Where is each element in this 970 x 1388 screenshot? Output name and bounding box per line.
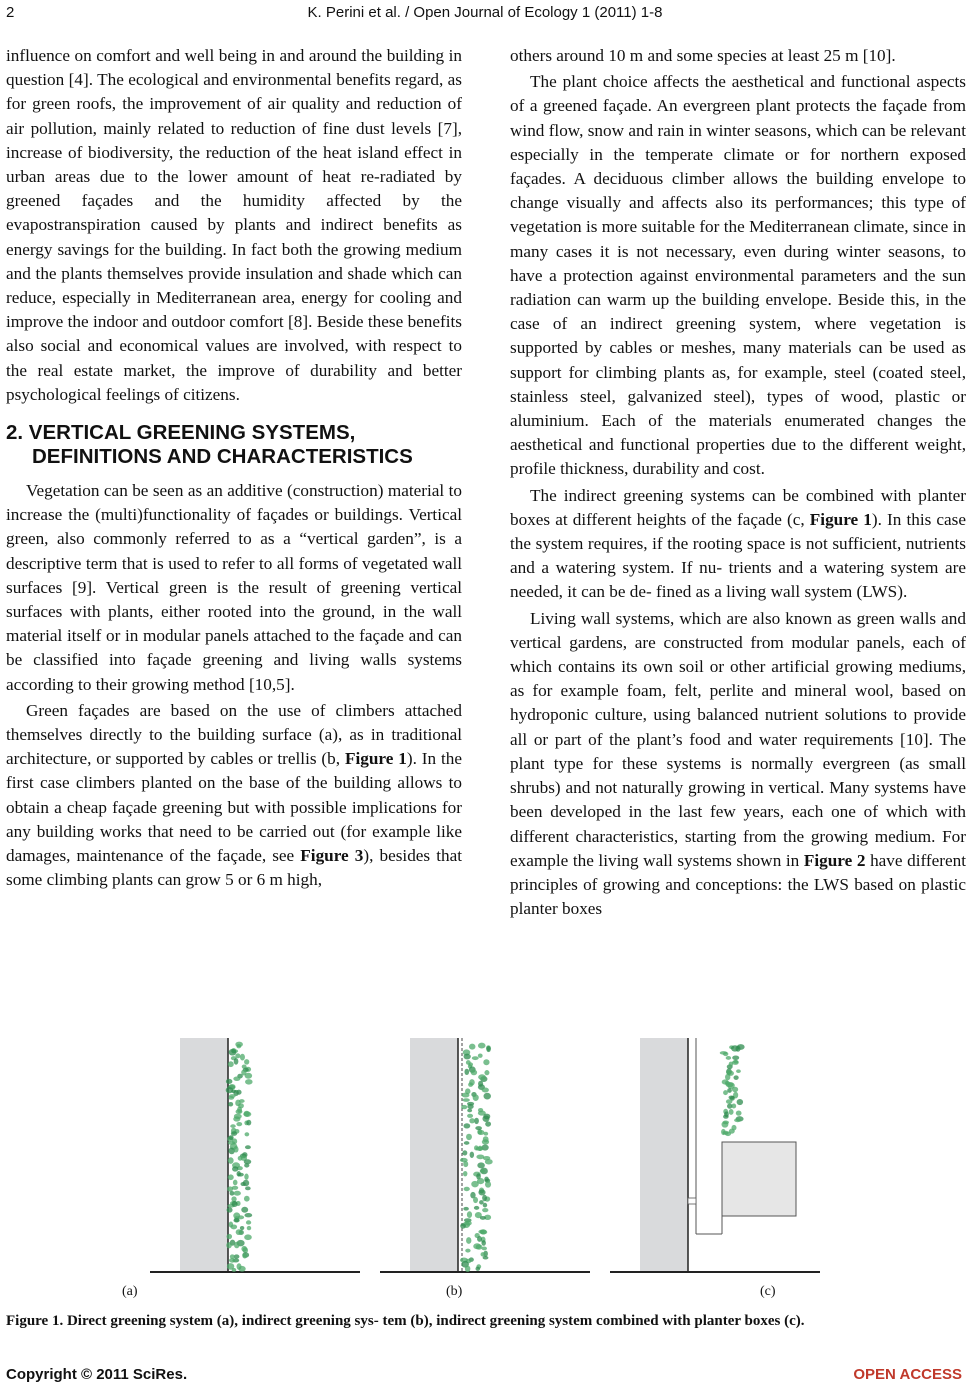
leaf: [726, 1082, 734, 1087]
leaf: [228, 1157, 234, 1164]
leaf: [245, 1132, 250, 1136]
planter-box: [722, 1142, 796, 1216]
leaf: [226, 1242, 232, 1248]
figure-1: [100, 1030, 840, 1300]
leaf: [227, 1234, 233, 1239]
leaf: [484, 1132, 489, 1136]
leaf: [482, 1115, 489, 1122]
leaf: [466, 1237, 471, 1244]
leaf: [485, 1159, 493, 1164]
leaf: [737, 1099, 744, 1105]
leaf: [236, 1122, 242, 1126]
leaf: [463, 1161, 468, 1167]
leaf: [244, 1163, 249, 1167]
leaf: [243, 1111, 251, 1117]
leaf: [234, 1058, 239, 1065]
leaf: [477, 1130, 484, 1135]
leaf: [478, 1189, 485, 1195]
left-column: [6, 44, 462, 893]
climber-plant: [720, 1044, 745, 1136]
leaf: [480, 1216, 486, 1220]
leaf: [463, 1098, 470, 1102]
leaf: [726, 1056, 731, 1060]
leaf: [232, 1268, 237, 1272]
leaf: [233, 1180, 238, 1186]
leaf: [228, 1102, 233, 1107]
leaf: [477, 1236, 482, 1242]
leaf: [736, 1110, 742, 1115]
leaf: [473, 1094, 479, 1101]
figure-panel-a: [150, 1038, 360, 1280]
figure-panel-b: [380, 1038, 590, 1280]
leaf: [466, 1134, 472, 1140]
leaf: [467, 1104, 473, 1109]
leaf: [233, 1077, 240, 1081]
leaf: [484, 1093, 491, 1100]
leaf: [242, 1253, 247, 1258]
wall: [180, 1038, 228, 1272]
leaf: [467, 1109, 472, 1113]
leaf: [475, 1267, 480, 1271]
leaf: [244, 1196, 250, 1202]
leaf: [232, 1201, 238, 1207]
leaf: [236, 1109, 243, 1114]
leaf: [229, 1222, 233, 1228]
leaf: [246, 1120, 251, 1126]
leaf: [481, 1240, 486, 1246]
leaf: [463, 1171, 467, 1176]
paragraph: The plant choice affects the aesthetical and functional aspects of a greened façade. An evergreen plant protects the façade from wind flow, snow and rain in winter seasons, which can be relevant especially in the temperate climate or for northern exposed façades. A deciduous climber allows the building envelope to change visually and affects also its performances; this type of vegetation is more suitable for the Mediterranean climate, since in many cases it is not necessary, even during winter seasons, to have a protection against environmental parameters and the sun radiation can warm up the building envelope. Beside this, in the case of an indirect greening system, where vegetation is supported by cables or meshes, many materials can be used as support for climbing plants as, for example, steel (coated steel, stainless steel, galvanized steel), types of wood, plastic or aluminium. Each of the materials enumerated changes the aesthetical and functional properties due to the different weight, profile thickness, durability and cost.: [510, 72, 966, 479]
leaf: [485, 1121, 491, 1126]
leaf: [241, 1182, 246, 1186]
leaf: [240, 1054, 245, 1061]
leaf: [471, 1181, 478, 1188]
leaf: [241, 1207, 248, 1213]
leaf: [480, 1169, 485, 1173]
paragraph: Living wall systems, which are also known as green walls and vertical gardens, are constructed from modular panels, each of which contains its own soil or other artificial growing mediums, as for example foam, felt, perlite and mineral wool, based on hydroponic culture, using balanced nutrient solutions to provide all or part of the plant’s food and water requirements [10]. The plant type for these systems is normally evergreen (as small shrubs) and not naturally growing in vertical. Many systems have been developed in the last few years, each one of which with different characteristics, starting from the growing medium. For example the living wall systems shown in Figure 2 have different principles of growing and conceptions: the LWS based on plastic planter boxes: [510, 608, 966, 919]
leaf: [246, 1220, 251, 1224]
leaf: [244, 1234, 252, 1240]
leaf: [469, 1044, 475, 1050]
figure-label-a: (a): [122, 1284, 138, 1299]
leaf: [237, 1171, 241, 1177]
leaf: [483, 1256, 489, 1260]
footer-open-access: OPEN ACCESS: [853, 1366, 962, 1383]
figure-panel-c: [610, 1038, 820, 1280]
leaf: [244, 1174, 248, 1180]
figure-reference: Figure 1: [344, 749, 407, 769]
leaf: [471, 1070, 477, 1076]
footer-copyright: Copyright © 2011 SciRes.: [6, 1366, 188, 1383]
leaf: [483, 1059, 489, 1065]
page-number: 2: [6, 4, 15, 21]
leaf: [729, 1062, 734, 1067]
leaf: [229, 1258, 236, 1263]
leaf: [234, 1242, 240, 1249]
leaf: [729, 1109, 734, 1115]
leaf: [477, 1162, 485, 1168]
leaf: [723, 1114, 729, 1118]
figure-label-b: (b): [446, 1284, 463, 1299]
leaf: [732, 1056, 739, 1061]
leaf: [235, 1042, 243, 1047]
leaf: [463, 1054, 470, 1060]
leaf: [464, 1187, 470, 1191]
leaf: [473, 1197, 478, 1203]
wall: [410, 1038, 458, 1272]
leaf: [233, 1116, 240, 1121]
leaf: [483, 1203, 487, 1208]
leaf: [468, 1082, 473, 1087]
leaf: [461, 1105, 467, 1109]
leaf: [229, 1049, 237, 1056]
leaf: [481, 1252, 486, 1256]
right-column: [510, 44, 966, 921]
climber-plant: [460, 1043, 493, 1272]
leaf: [240, 1226, 244, 1230]
leaf: [226, 1087, 233, 1093]
figure-label-c: (c): [760, 1284, 776, 1299]
leaf: [239, 1099, 245, 1103]
leaf: [462, 1093, 470, 1098]
leaf: [230, 1124, 236, 1128]
leaf: [232, 1166, 238, 1171]
leaf: [736, 1046, 741, 1052]
leaf: [463, 1207, 469, 1211]
leaf: [478, 1054, 483, 1058]
leaf: [227, 1186, 233, 1191]
leaf: [482, 1208, 488, 1212]
running-head: K. Perini et al. / Open Journal of Ecology 1 (2011) 1-8: [307, 4, 663, 21]
leaf: [227, 1207, 233, 1212]
leaf: [721, 1121, 728, 1127]
figure-reference: Figure 3: [300, 846, 364, 866]
leaf: [234, 1146, 239, 1153]
leaf: [482, 1195, 487, 1201]
leaf: [460, 1223, 466, 1228]
leaf: [476, 1147, 484, 1151]
leaf: [726, 1070, 731, 1075]
leaf: [484, 1070, 489, 1075]
leaf: [245, 1073, 252, 1079]
leaf: [474, 1206, 479, 1210]
leaf: [723, 1090, 728, 1095]
leaf: [734, 1118, 741, 1122]
leaf: [733, 1075, 738, 1080]
paragraph: Vegetation can be seen as an additive (construction) material to increase the (multi)functionality of façades or buildings. Vertical green, also commonly referred to as a “vertical garden”, is a descriptive term that is used to refer to all forms of vegetated wall surfaces [9]. Vertical green is the result of greening vertical surfaces with plants, either rooted into the ground, in the wall material itself or in modular panels attached to the façade and can be classified into façade greening and living walls systems according to their growing method [10,5].: [6, 481, 462, 694]
leaf: [469, 1118, 475, 1123]
leaf: [725, 1131, 731, 1136]
leaf: [473, 1243, 481, 1249]
figure-reference: Figure 1: [809, 509, 872, 529]
paragraph: influence on comfort and well being in and around the building in question [4]. The ecological and environmental benefits regard, as for green roofs, the improvement of air quality and reduction of air pollution, mainly related to reduction of fine dust levels [7], increase of biodiversity, the reduction of the heat island effect in urban areas due to the lower amount of heat re-radiated by greened façades and the humidity affected by the evapostranspiration caused by plants and indirect benefits as energy savings for the building. In fact both the growing medium and the plants themselves provide insulation and shade which can reduce, especially in Mediterranean area, energy for cooling and improve the indoor and outdoor comfort [8]. Beside these benefits also social and economical values are involved, with respect to the real estate market, the improve of durability and better psychological feelings of citizens.: [6, 46, 462, 404]
leaf: [234, 1191, 241, 1196]
leaf: [467, 1211, 472, 1218]
leaf: [228, 1061, 234, 1067]
leaf: [244, 1213, 252, 1217]
leaf: [462, 1150, 467, 1155]
leaf: [233, 1218, 239, 1222]
leaf: [472, 1056, 479, 1060]
leaf: [245, 1145, 251, 1149]
leaf: [480, 1230, 487, 1235]
leaf: [732, 1087, 738, 1092]
figure-caption: Figure 1. Direct greening system (a), indirect greening sys- tem (b), indirect greening system combined with planter boxes (c).: [6, 1313, 805, 1329]
leaf: [467, 1114, 473, 1118]
leaf: [464, 1069, 469, 1075]
leaf: [464, 1141, 470, 1145]
leaf: [228, 1096, 234, 1100]
leaf: [482, 1139, 489, 1144]
leaf: [727, 1088, 732, 1093]
leaf: [465, 1249, 470, 1253]
leaf: [475, 1126, 482, 1130]
leaf: [725, 1074, 730, 1081]
wall: [640, 1038, 688, 1272]
leaf: [226, 1079, 233, 1084]
leaf: [478, 1074, 486, 1080]
paragraph: The indirect greening systems can be combined with planter boxes at different heights of the façade (c, Figure 1). In this case the system requires, if the rooting space is not sufficient, nutrients and a watering system. If nu- trients and a watering system are needed, it can be de- fined as a living wall system (LWS).: [510, 485, 967, 602]
leaf: [245, 1186, 251, 1190]
leaf: [236, 1229, 242, 1235]
paragraph: Green façades are based on the use of climbers attached themselves directly to the building surface (a), as in traditional architecture, or supported by cables or trellis (b, Figure 1). In the first case climbers planted on the base of the building allows to obtain a cheap façade greening but with possible implications for any building works that need to be carried out (for example like damages, maintenance of the façade, see Figure 3), besides that some climbing plants can grow 5 or 6 m high,: [6, 700, 462, 890]
leaf: [482, 1088, 489, 1093]
leaf: [478, 1043, 486, 1049]
climber-plant: [226, 1042, 253, 1272]
leaf: [231, 1131, 237, 1136]
leaf: [481, 1247, 486, 1251]
leaf: [465, 1265, 470, 1272]
leaf: [244, 1059, 249, 1065]
paragraph: others around 10 m and some species at least 25 m [10].: [510, 46, 896, 65]
leaf: [247, 1226, 251, 1230]
leaf: [736, 1069, 741, 1073]
leaf: [245, 1079, 253, 1084]
leaf: [486, 1046, 491, 1052]
leaf: [470, 1152, 474, 1158]
leaf: [727, 1104, 732, 1109]
leaf: [228, 1174, 234, 1180]
leaf: [238, 1266, 245, 1272]
leaf: [485, 1181, 491, 1187]
section-heading: 2. VERTICAL GREENING SYSTEMS, DEFINITIONS AND CHARACTERISTICS: [6, 421, 413, 469]
leaf: [726, 1099, 732, 1104]
leaf: [723, 1052, 728, 1056]
figure-reference: Figure 2: [803, 850, 866, 870]
leaf: [463, 1123, 470, 1128]
